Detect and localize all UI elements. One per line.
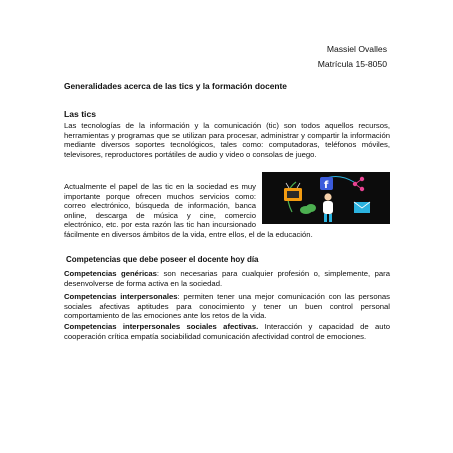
competencia-label: Competencias interpersonales sociales afectivas. <box>64 322 259 331</box>
mail-icon <box>354 202 370 213</box>
facebook-icon <box>320 177 333 191</box>
competencia-text: : son necesarias para cualquier profesión o, simplemente, para desenvolverse de forma activa en la sociedad. <box>64 269 390 288</box>
paragraph-tics-definition: Las tecnologías de la información y la comunicación (tic) son todos aquellos recursos, herramientas y programas que se utilizan para procesar, administrar y compartir la información mediante diversos soportes tecnológicos, tales como: computadoras, teléfonos móviles, televisores, reproductores portátiles de audio y video o consolas de juego. <box>64 121 390 159</box>
competencia-text: Interacción y capacidad de auto cooperación crítica empatía sociabilidad comunicación afectividad control de emociones. <box>64 322 390 341</box>
section-heading-competencias: Competencias que debe poseer el docente hoy día <box>66 255 259 264</box>
section-heading-tics: Las tics <box>64 109 97 119</box>
paragraph-tics-role <box>64 182 390 240</box>
competencia-label: Competencias interpersonales <box>64 292 178 301</box>
competencia-label: Competencias genéricas <box>64 269 157 278</box>
document-title: Generalidades acerca de las tics y la formación docente <box>64 81 287 91</box>
tics-illustration <box>262 172 390 224</box>
author-name: Massiel Ovalles <box>326 44 387 54</box>
competencia-text: : permiten tener una mejor comunicación con las personas sociales afectivas aptitudes para conocimiento y tener un buen control personal comportamiento de las emociones ante los retos de la vida. <box>64 292 390 321</box>
competencia-item <box>64 292 390 321</box>
tics-illustration-svg <box>262 172 390 224</box>
paragraph-tics-role-text: Actualmente el papel de las tic en la sociedad es muy importante porque ofrecen muchos servicios como: correo electrónico, búsqueda de información, banca online, descarga de música y cine, comercio electrónico, etc. por esta razón las tic han incursionado fácilmente en diversos ámbitos de la vida, entre ellos, el de la educación. <box>64 182 313 239</box>
svg-text:f: f <box>324 180 329 191</box>
competencia-item <box>64 269 390 288</box>
competencia-item <box>64 322 390 341</box>
enrollment-id: Matrícula 15-8050 <box>317 59 387 69</box>
